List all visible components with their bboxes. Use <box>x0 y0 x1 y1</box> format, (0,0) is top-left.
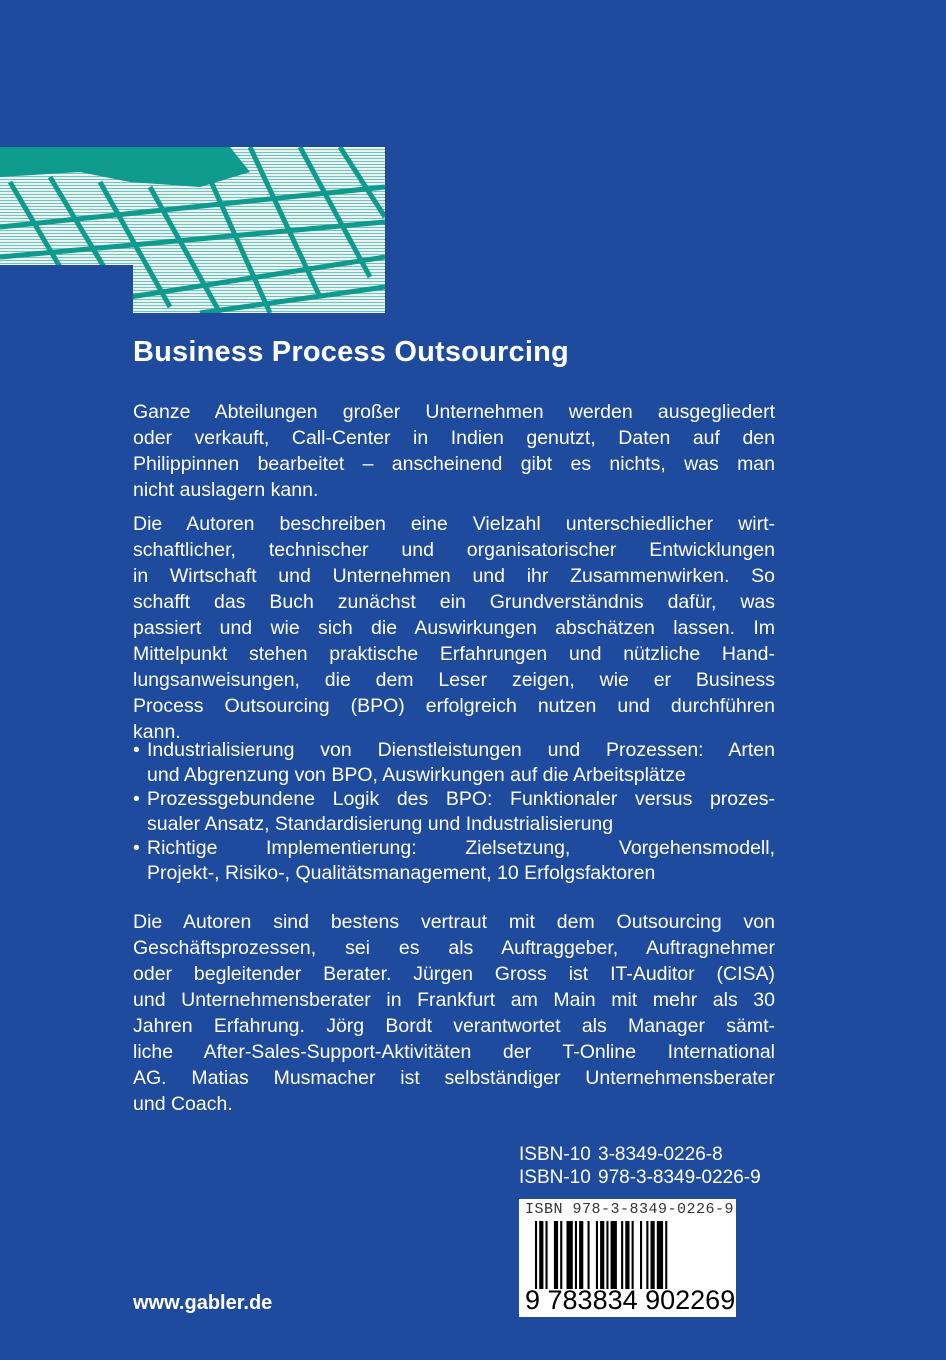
barcode-bar <box>567 1221 573 1289</box>
text-line: Process Outsourcing (BPO) erfolgreich nutzen und durchführen <box>133 695 775 717</box>
text-line: in Wirtschaft und Unternehmen und ihr Zusammenwirken. So <box>133 565 775 587</box>
authors-paragraph <box>133 909 775 1117</box>
barcode-bar <box>579 1221 583 1289</box>
text-line: oder verkauft, Call-Center in Indien genutzt, Daten auf den <box>133 427 775 449</box>
publisher-url: www.gabler.de <box>133 1292 273 1314</box>
bullet-list <box>133 738 775 885</box>
barcode-isbn-text: ISBN 978-3-8349-0226-9 <box>525 1201 735 1218</box>
barcode <box>519 1199 736 1317</box>
isbn-10-line <box>519 1143 723 1166</box>
text-line: schaftlicher, technischer und organisatorischer Entwicklungen <box>133 539 775 561</box>
barcode-bar <box>539 1221 543 1289</box>
isbn-value: 3-8349-0226-8 <box>598 1144 723 1165</box>
barcode-bar <box>646 1221 648 1289</box>
barcode-bar <box>600 1221 604 1289</box>
text-line: Ganze Abteilungen großer Unternehmen werden ausgegliedert <box>133 401 775 423</box>
isbn-label: ISBN-10 <box>519 1167 591 1188</box>
barcode-bar <box>606 1221 608 1289</box>
text-line: Mittelpunkt stehen praktische Erfahrungen und nützliche Hand- <box>133 643 775 665</box>
description-paragraph <box>133 511 775 745</box>
barcode-bar <box>546 1221 548 1289</box>
barcode-bar <box>588 1221 590 1289</box>
bullet-item <box>133 738 775 787</box>
text-line: passiert und wie sich die Auswirkungen abschätzen lassen. Im <box>133 617 775 639</box>
barcode-bar <box>632 1221 634 1289</box>
barcode-bar <box>535 1221 537 1289</box>
text-line: AG. Matias Musmacher ist selbständiger Unternehmensberater <box>133 1067 775 1089</box>
bullet-icon: • <box>133 739 140 761</box>
text-line: sualer Ansatz, Standardisierung und Industrialisierung <box>147 812 614 835</box>
text-line: liche After-Sales-Support-Aktivitäten der T-Online International <box>133 1041 775 1063</box>
text-line: Jahren Erfahrung. Jörg Bordt verantwortet als Manager sämt- <box>133 1015 775 1037</box>
text-line: lungsanweisungen, die dem Leser zeigen, wie er Business <box>133 669 775 691</box>
barcode-bar <box>554 1221 558 1289</box>
isbn-label: ISBN-10 <box>519 1144 591 1165</box>
text-line: kann. <box>133 721 181 743</box>
cover-image-map-pattern <box>0 147 385 313</box>
text-line: und Unternehmensberater in Frankfurt am Main mit mehr als 30 <box>133 989 775 1011</box>
text-line: oder begleitender Berater. Jürgen Gross ist IT-Auditor (CISA) <box>133 963 775 985</box>
barcode-bar <box>621 1221 623 1289</box>
bullet-item <box>133 787 775 836</box>
barcode-bar <box>596 1221 598 1289</box>
text-line: und Coach. <box>133 1093 233 1115</box>
text-line: Prozessgebundene Logik des BPO: Funktionaler versus prozes- <box>147 788 775 810</box>
text-line: Die Autoren sind bestens vertraut mit dem Outsourcing von <box>133 911 775 933</box>
book-title: Business Process Outsourcing <box>133 336 569 368</box>
bullet-item <box>133 836 775 885</box>
text-line: Philippinnen bearbeitet – anscheinend gibt es nichts, was man <box>133 453 775 475</box>
text-line: Geschäftsprozessen, sei es als Auftraggeber, Auftragnehmer <box>133 937 775 959</box>
isbn-value: 978-3-8349-0226-9 <box>598 1167 761 1188</box>
text-line: schafft das Buch zunächst ein Grundverständnis dafür, was <box>133 591 775 613</box>
text-line: Die Autoren beschreiben eine Vielzahl unterschiedlicher wirt- <box>133 513 775 535</box>
text-line: Projekt-, Risiko-, Qualitätsmanagement, 10 Erfolgsfaktoren <box>147 861 656 884</box>
text-line: Industrialisierung von Dienstleistungen und Prozessen: Arten <box>147 739 775 761</box>
text-line: nicht auslagern kann. <box>133 479 319 501</box>
text-line: und Abgrenzung von BPO, Auswirkungen auf die Arbeitsplätze <box>147 763 686 786</box>
isbn-13-line <box>519 1166 761 1189</box>
barcode-bar <box>665 1221 667 1289</box>
barcode-bar <box>611 1221 617 1289</box>
barcode-bar <box>575 1221 577 1289</box>
barcode-bar <box>560 1221 562 1289</box>
barcode-bar <box>640 1221 642 1289</box>
barcode-bar <box>625 1221 629 1289</box>
text-line: Richtige Implementierung: Zielsetzung, Vorgehensmodell, <box>147 837 775 859</box>
bullet-icon: • <box>133 837 140 859</box>
barcode-bar <box>651 1221 655 1289</box>
barcode-digits: 9 783834 902269 <box>525 1285 736 1315</box>
barcode-bar <box>657 1221 663 1289</box>
bullet-icon: • <box>133 788 140 810</box>
intro-paragraph <box>133 399 775 503</box>
